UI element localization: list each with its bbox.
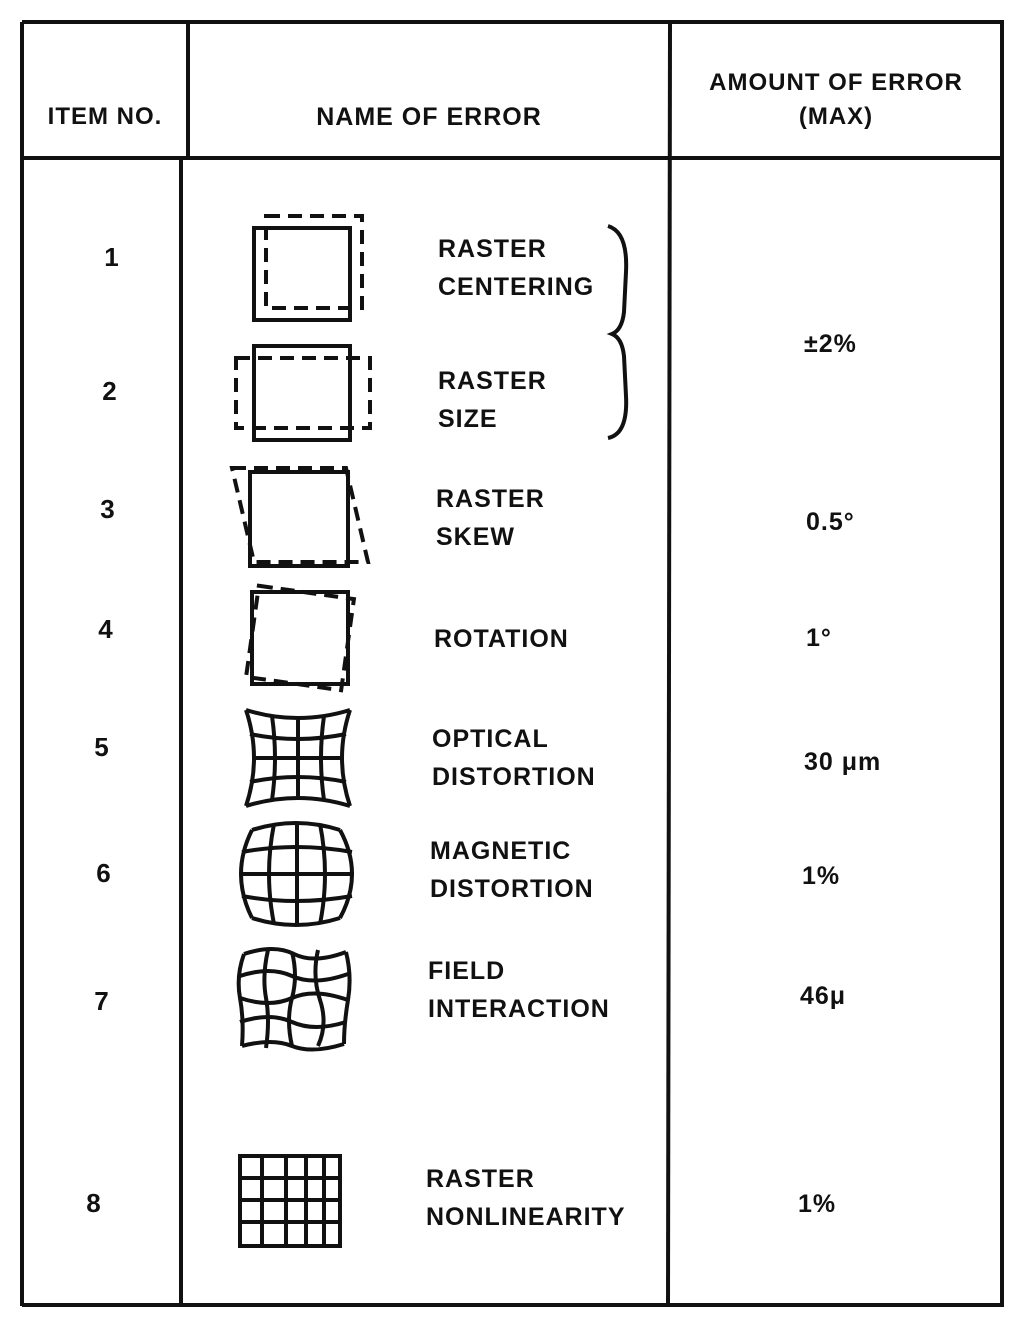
header-name-of-error: NAME OF ERROR [316, 103, 542, 131]
error-name [434, 620, 569, 658]
item-number: 2 [102, 376, 118, 406]
error-name-line1: OPTICAL [432, 725, 549, 753]
error-amount: 46μ [800, 982, 847, 1010]
error-amount: 30 μm [804, 748, 882, 776]
header-amount-line2: (MAX) [798, 103, 874, 130]
error-name-line1: ROTATION [434, 625, 569, 653]
raster-centering-icon [244, 208, 374, 328]
error-name-line1: RASTER [426, 1165, 535, 1193]
item-number: 4 [98, 614, 114, 644]
item-number: 7 [94, 986, 110, 1016]
brace-icon [600, 222, 640, 442]
error-amount: 0.5° [806, 508, 855, 536]
rotation-icon [232, 578, 368, 694]
error-name [438, 362, 547, 438]
error-name [430, 832, 594, 908]
error-name-line2: DISTORTION [432, 763, 596, 791]
optical-distortion-icon [240, 706, 358, 810]
header-amount-line1: AMOUNT OF ERROR [709, 69, 963, 96]
raster-size-icon [230, 340, 380, 450]
magnetic-distortion-icon [236, 818, 358, 930]
error-amount: ±2% [804, 330, 857, 358]
field-interaction-icon [234, 946, 354, 1054]
error-name-line2: SIZE [438, 405, 498, 433]
item-number: 6 [96, 858, 112, 888]
error-name-line2: DISTORTION [430, 875, 594, 903]
item-number: 1 [104, 242, 120, 272]
item-number: 8 [86, 1188, 102, 1218]
raster-skew-icon [228, 464, 378, 574]
header-amount-of-error [670, 66, 1002, 134]
error-name-line2: INTERACTION [428, 995, 610, 1023]
error-amount: 1° [806, 624, 832, 652]
item-number: 3 [100, 494, 116, 524]
error-name-line2: CENTERING [438, 273, 595, 301]
error-name [426, 1160, 626, 1236]
error-name-line1: RASTER [438, 235, 547, 263]
error-name [436, 480, 545, 556]
error-name [428, 952, 610, 1028]
header-item-no: ITEM NO. [47, 103, 163, 130]
error-name-line1: FIELD [428, 957, 506, 985]
error-name-line1: RASTER [438, 367, 547, 395]
error-name [432, 720, 596, 796]
error-name-line2: NONLINEARITY [426, 1203, 626, 1231]
item-number: 5 [94, 732, 110, 762]
error-name [438, 230, 594, 306]
raster-nonlinearity-icon [236, 1152, 346, 1252]
error-name-line2: SKEW [436, 523, 515, 551]
error-amount: 1% [798, 1190, 837, 1218]
error-name-line1: MAGNETIC [430, 837, 572, 865]
error-name-line1: RASTER [436, 485, 545, 513]
error-amount: 1% [802, 862, 841, 890]
